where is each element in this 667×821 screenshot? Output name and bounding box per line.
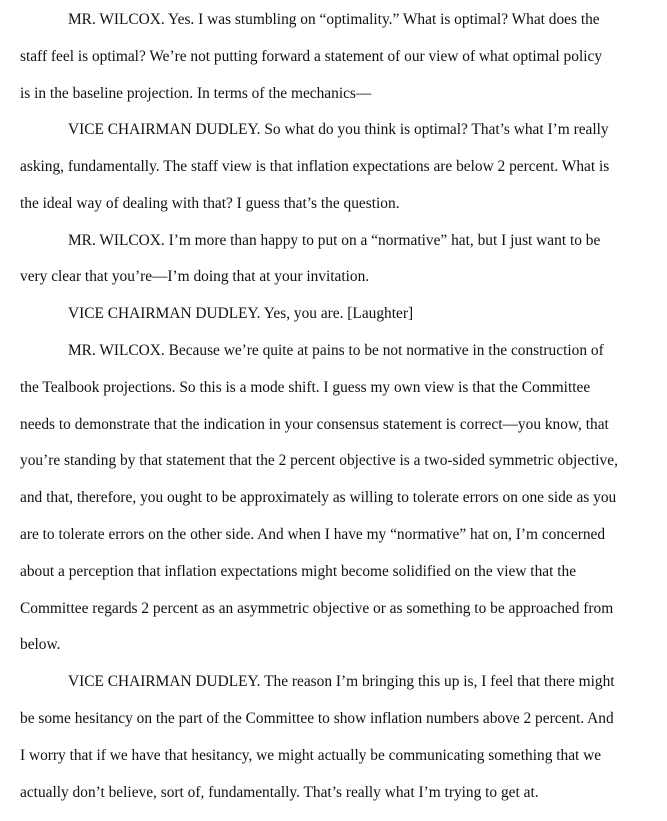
transcript-line: MR. WILCOX. Because we’re quite at pains to be not normative in the construction of [68,342,604,359]
transcript-line: I worry that if we have that hesitancy, we might actually be communicating something that we [20,747,602,764]
transcript-line: Committee regards 2 percent as an asymmetric objective or as something to be approached from [20,600,614,617]
transcript-line: below. [20,636,61,653]
transcript-line: MR. WILCOX. Yes. I was stumbling on “optimality.” What is optimal? What does the [68,11,600,28]
transcript-line: about a perception that inflation expectations might become solidified on the view that the [20,563,577,580]
transcript-line: asking, fundamentally. The staff view is that inflation expectations are below 2 percent. What is [20,158,610,175]
transcript-line: VICE CHAIRMAN DUDLEY. So what do you think is optimal? That’s what I’m really [68,121,609,138]
transcript-line: VICE CHAIRMAN DUDLEY. Yes, you are. [Laughter] [68,305,414,322]
transcript-line: MR. WILCOX. I’m more than happy to put on a “normative” hat, but I just want to be [68,232,601,249]
transcript-line: be some hesitancy on the part of the Committee to show inflation numbers above 2 percent. And [20,710,614,727]
transcript-line: are to tolerate errors on the other side. And when I have my “normative” hat on, I’m concerned [20,526,606,543]
transcript-line: the ideal way of dealing with that? I guess that’s the question. [20,195,400,212]
transcript-line: very clear that you’re—I’m doing that at your invitation. [20,268,370,285]
transcript-line: you’re standing by that statement that the 2 percent objective is a two-sided symmetric objective, [20,452,618,469]
transcript-line: is in the baseline projection. In terms of the mechanics— [20,85,372,102]
transcript-line: needs to demonstrate that the indication in your consensus statement is correct—you know, that [20,416,609,433]
transcript-line: and that, therefore, you ought to be approximately as willing to tolerate errors on one side as you [20,489,617,506]
transcript-line: actually don’t believe, sort of, fundamentally. That’s really what I’m trying to get at. [20,784,539,801]
transcript-line: VICE CHAIRMAN DUDLEY. The reason I’m bringing this up is, I feel that there might [68,673,615,690]
transcript-line: the Tealbook projections. So this is a mode shift. I guess my own view is that the Committee [20,379,591,396]
transcript-line: staff feel is optimal? We’re not putting forward a statement of our view of what optimal policy [20,48,603,65]
